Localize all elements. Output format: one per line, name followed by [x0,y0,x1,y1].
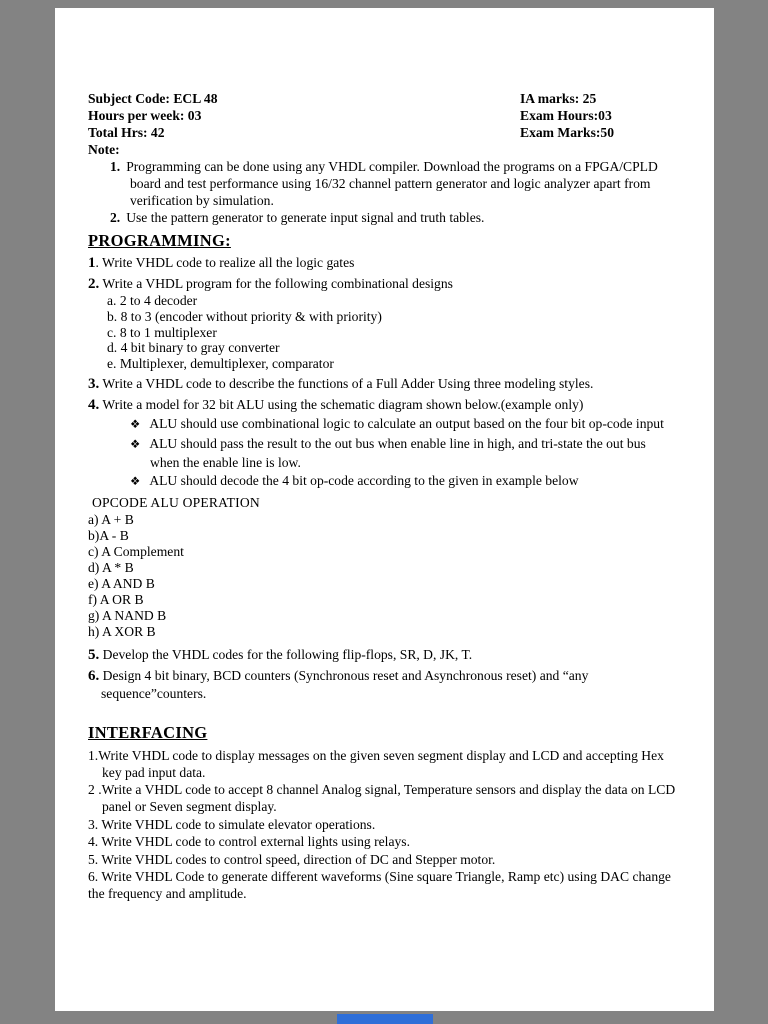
bullet-item [88,435,678,471]
note-text: Programming can be done using any VHDL compiler. Download the programs on a FPGA/CPLD board and test performance using 16/32 channel pattern generator and logic analyzer apart from verification by simulation. [126,159,658,208]
programming-heading: PROGRAMMING: [88,231,231,250]
opcode-line: b)A - B [88,527,129,543]
sub-item: e. Multiplexer, demultiplexer, comparator [107,356,334,372]
next-page-highlight [337,1014,433,1024]
note-item [88,158,678,209]
bullet-item [88,472,678,491]
item-text: Write a VHDL code to describe the functions of a Full Adder Using three modeling styles. [99,375,594,391]
opcode-list [88,512,678,640]
programming-item-3 [88,375,678,393]
exam-hours: Exam Hours:03 [520,108,612,123]
bullet-text: ALU should use combinational logic to calculate an output based on the four bit op-code input [149,415,664,431]
note-number: 1. [110,159,121,174]
item-text: Develop the VHDL codes for the following flip-flops, SR, D, JK, T. [99,646,473,662]
item-number: 4. [88,396,100,413]
ia-marks: IA marks: 25 [520,91,597,106]
item-number: 1 [88,255,96,271]
opcode-line: c) A Complement [88,543,184,559]
opcode-heading: OPCODE ALU OPERATION [92,494,260,510]
alu-bullet-list [88,415,678,491]
combinational-designs-list [88,293,678,372]
sub-item: c. 8 to 1 multiplexer [107,324,217,340]
sub-item: a. 2 to 4 decoder [107,293,198,308]
bullet-text: ALU should decode the 4 bit op-code according to the given in example below [149,472,579,488]
opcode-line: h) A XOR B [88,623,156,639]
interfacing-heading: INTERFACING [88,722,208,742]
exam-marks: Exam Marks:50 [520,125,615,140]
programming-item-6 [88,667,678,702]
opcode-line: e) A AND B [88,575,155,591]
interfacing-item: 3. Write VHDL code to simulate elevator operations. [88,816,376,832]
interfacing-item: 5. Write VHDL codes to control speed, direction of DC and Stepper motor. [88,851,496,867]
diamond-bullet-icon: ❖ [130,418,141,431]
page-content [88,90,678,902]
opcode-line: a) A + B [88,511,134,527]
item-number: 2. [88,276,100,292]
programming-item-1 [88,254,678,272]
total-hrs: Total Hrs: 42 [88,125,165,140]
note-number: 2. [110,210,121,225]
opcode-line: f) A OR B [88,591,144,607]
subject-code: Subject Code: ECL 48 [88,91,218,106]
document-page [55,8,714,1011]
note-text: Use the pattern generator to generate input signal and truth tables. [126,210,485,225]
programming-item-2 [88,275,678,293]
note-item [88,209,678,226]
diamond-bullet-icon: ❖ [130,438,141,451]
interfacing-item: 2 .Write a VHDL code to accept 8 channel Analog signal, Temperature sensors and display the data on LCD panel or Seven segment display. [88,782,676,815]
bullet-text: ALU should pass the result to the out bus when enable line in high, and tri-state the out bus when the enable line is low. [149,435,646,470]
item-number: 5. [88,646,100,663]
diamond-bullet-icon: ❖ [130,475,141,488]
sub-item: b. 8 to 3 (encoder without priority & with priority) [107,308,382,324]
header-row [88,107,678,124]
hours-per-week: Hours per week: 03 [88,108,202,123]
item-text: Write a model for 32 bit ALU using the schematic diagram shown below.(example only) [99,396,584,412]
bullet-item [88,415,678,434]
interfacing-list [88,747,678,903]
programming-item-4 [88,396,678,414]
interfacing-item: 6. Write VHDL Code to generate different waveforms (Sine square Triangle, Ramp etc) using DAC change the frequency and amplitude. [88,869,671,902]
item-text: . Write VHDL code to realize all the logic gates [95,255,355,270]
header-row [88,90,678,107]
note-label: Note: [88,142,120,157]
opcode-line: d) A * B [88,559,134,575]
item-text: Write a VHDL program for the following combinational designs [99,276,453,291]
item-text: Design 4 bit binary, BCD counters (Synchronous reset and Asynchronous reset) and “any sequence”counters. [99,667,589,701]
interfacing-item: 4. Write VHDL code to control external lights using relays. [88,834,410,850]
item-number: 3. [88,375,100,392]
opcode-line: g) A NAND B [88,607,167,623]
header-row [88,124,678,141]
programming-item-5 [88,646,678,664]
item-number: 6. [88,667,100,684]
interfacing-item: 1.Write VHDL code to display messages on the given seven segment display and LCD and accepting Hex key pad input data. [88,747,664,780]
sub-item: d. 4 bit binary to gray converter [107,340,280,356]
